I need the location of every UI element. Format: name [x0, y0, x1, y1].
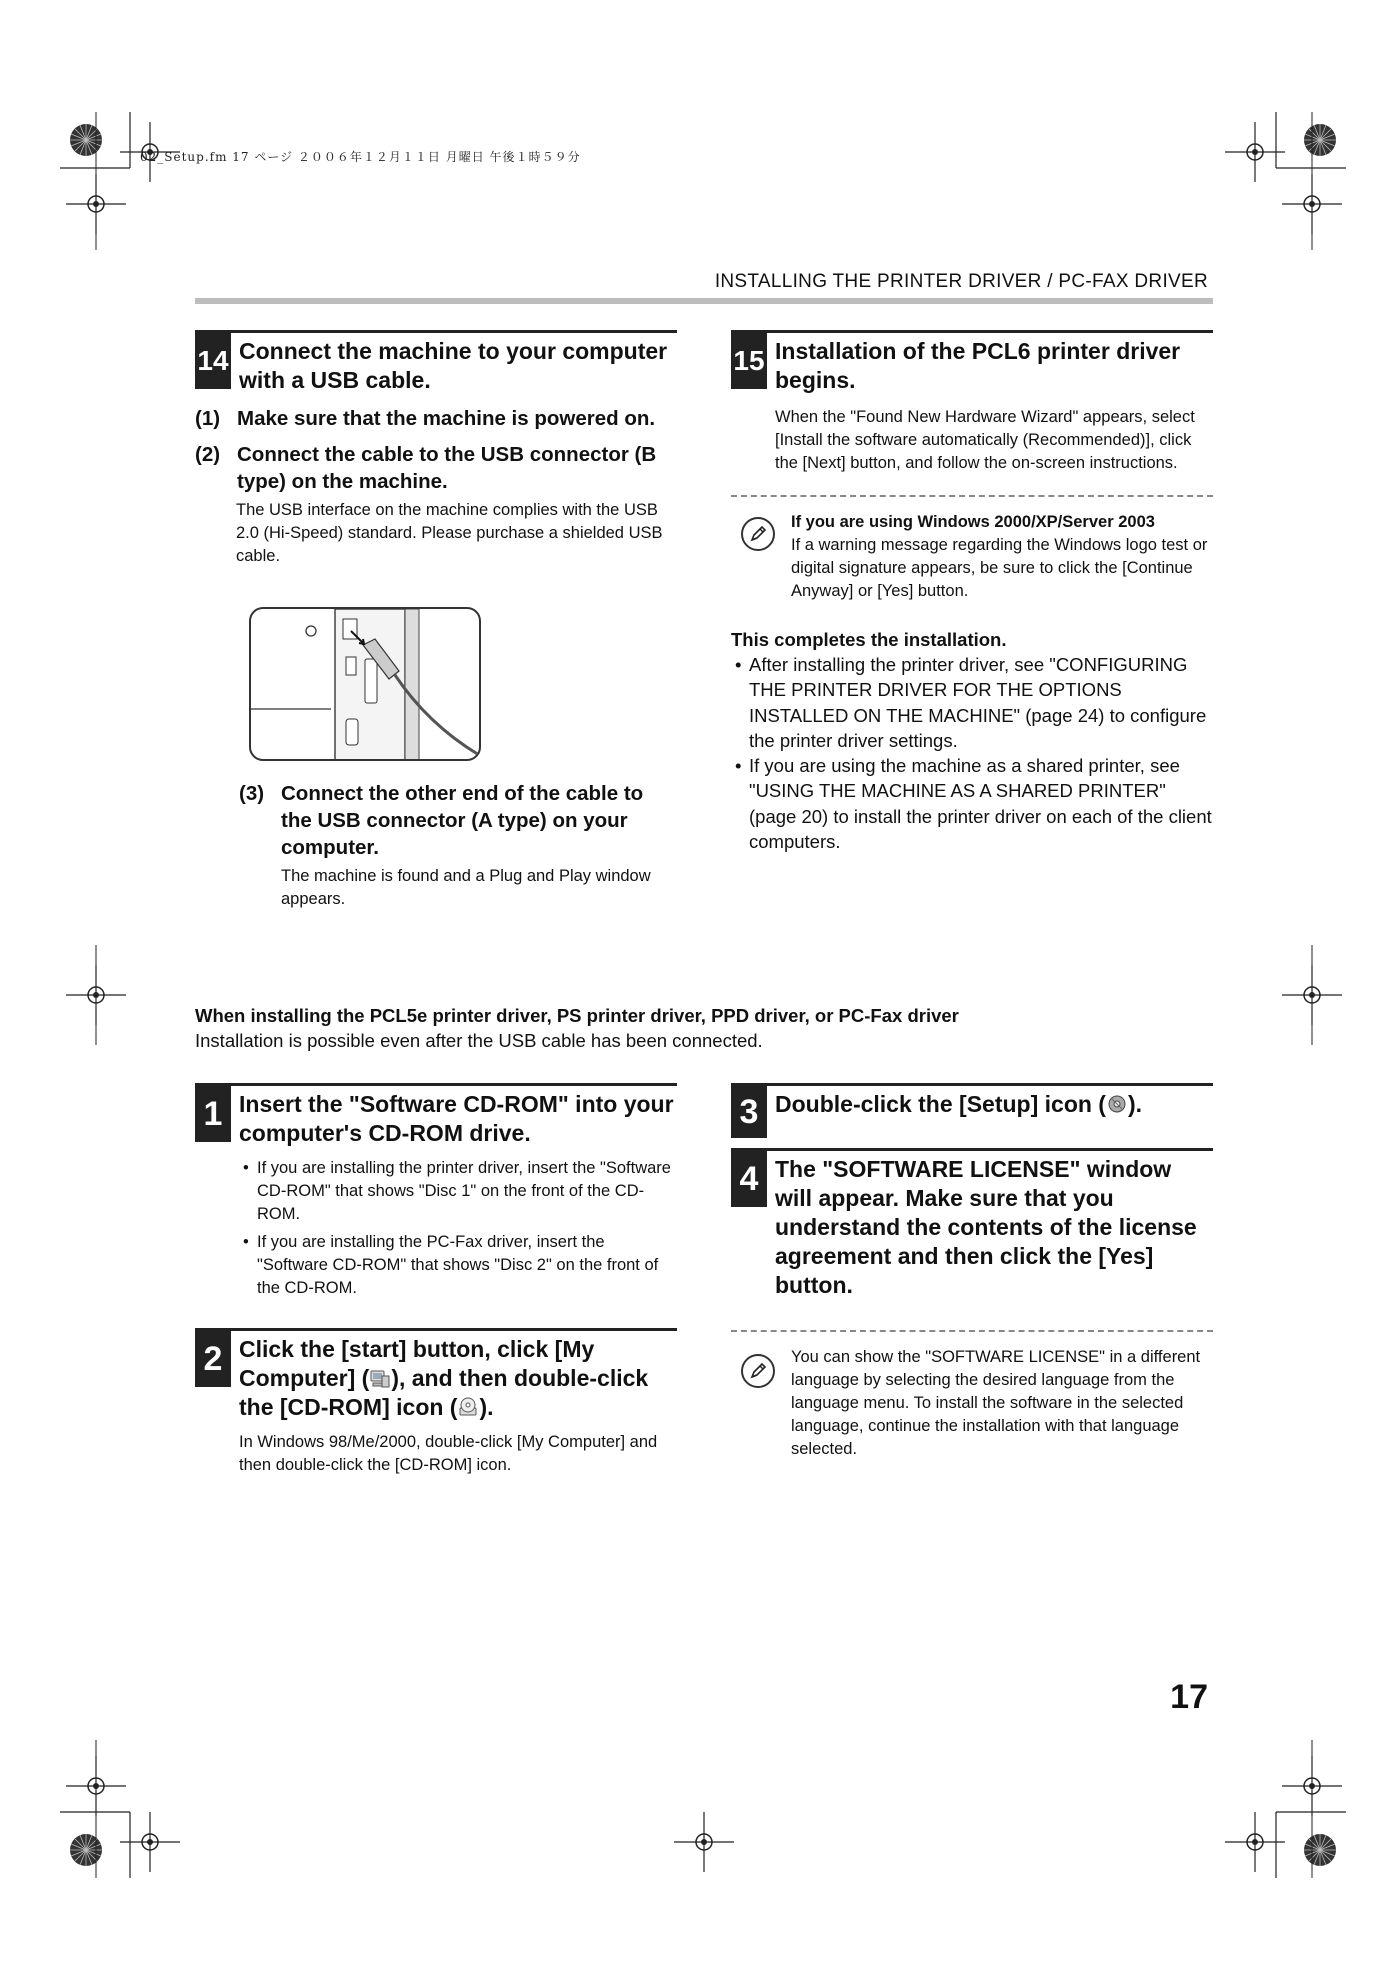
- step-number: 15: [731, 333, 767, 389]
- step-title: The "SOFTWARE LICENSE" window will appear. Make sure that you understand the contents of the license agreement and then click the [Yes] button.: [775, 1156, 1197, 1298]
- substep-number: (1): [195, 407, 221, 430]
- usb-cable-image: [251, 609, 481, 761]
- substep-text: Connect the cable to the USB connector (B type) on the machine.: [237, 443, 657, 493]
- step-1-list: [195, 1157, 677, 1300]
- step-number: 4: [731, 1151, 767, 1207]
- list-item: • After installing the printer driver, see "CONFIGURING THE PRINTER DRIVER FOR THE OPTIONS INSTALLED ON THE MACHINE" (page 24) to configure the printer driver settings.: [735, 654, 1207, 751]
- print-info: 02_Setup.fm 17 ページ ２００６年１２月１１日 月曜日 午後１時５９分: [140, 150, 581, 164]
- note: [731, 511, 1213, 603]
- my-computer-icon: [369, 1367, 391, 1389]
- step-2: [195, 1328, 677, 1477]
- cd-rom-icon: [457, 1396, 479, 1418]
- step-14: [195, 330, 677, 568]
- step-number: 2: [195, 1331, 231, 1387]
- pencil-note-icon: [741, 1354, 775, 1388]
- step-title: Click the [start] button, click [My Computer] ( ), and then double-click the [CD-ROM] icon ( ).: [239, 1336, 649, 1420]
- step-14-continued: [195, 780, 677, 911]
- substep-number: (2): [195, 443, 221, 466]
- pencil-note-icon: [741, 517, 775, 551]
- step-2-header: [195, 1328, 677, 1422]
- step-15: [731, 330, 1213, 854]
- page-number: 17: [1170, 1678, 1208, 1716]
- step-number: 1: [195, 1086, 231, 1142]
- note-title: If you are using Windows 2000/XP/Server 2003: [791, 513, 1155, 531]
- note-divider: [731, 1330, 1213, 1332]
- header-rule: [195, 298, 1213, 304]
- step-4: [731, 1148, 1213, 1461]
- note-divider: [731, 495, 1213, 497]
- step-3-header: [731, 1083, 1213, 1138]
- substep-text: Make sure that the machine is powered on.: [237, 407, 656, 430]
- step-14-header: [195, 330, 677, 395]
- running-header: INSTALLING THE PRINTER DRIVER / PC-FAX DRIVER: [714, 271, 1208, 292]
- step-1: [195, 1083, 677, 1300]
- substep-2-body: The USB interface on the machine complies with the USB 2.0 (Hi-Speed) standard. Please purchase a shielded USB cable.: [236, 501, 663, 565]
- note: [731, 1346, 1213, 1461]
- section-heading: When installing the PCL5e printer driver, PS printer driver, PPD driver, or PC-Fax driver: [195, 1005, 959, 1026]
- substep-3-body: The machine is found and a Plug and Play window appears.: [281, 867, 651, 908]
- step-4-header: [731, 1148, 1213, 1300]
- step-15-body: When the "Found New Hardware Wizard" appears, select [Install the software automatically (Recommended)], click the [Next] button, and follow the on-screen instructions.: [775, 408, 1195, 472]
- step-title: Installation of the PCL6 printer driver begins.: [775, 338, 1181, 393]
- note-body: You can show the "SOFTWARE LICENSE" in a different language by selecting the desired language from the language menu. To install the software in the selected language, continue the installation with that language selected.: [791, 1348, 1201, 1458]
- completion-list: [731, 652, 1213, 854]
- step-1-header: [195, 1083, 677, 1148]
- substep-1: [195, 405, 677, 432]
- step-number: 3: [731, 1086, 767, 1138]
- usb-connection-illustration: [249, 607, 481, 761]
- substep-text: Connect the other end of the cable to the USB connector (A type) on your computer.: [281, 782, 644, 859]
- setup-icon: [1106, 1093, 1128, 1115]
- step-title: Insert the "Software CD-ROM" into your computer's CD-ROM drive.: [239, 1091, 674, 1146]
- step-2-body: In Windows 98/Me/2000, double-click [My Computer] and then double-click the [CD-ROM] icon.: [239, 1433, 658, 1474]
- note-body: If a warning message regarding the Windows logo test or digital signature appears, be sure to click the [Continue Anyway] or [Yes] button.: [791, 536, 1208, 600]
- section-subheading: Installation is possible even after the USB cable has been connected.: [195, 1030, 763, 1051]
- substep-3: [239, 780, 677, 861]
- list-item: • If you are installing the PC-Fax driver, insert the "Software CD-ROM" that shows "Disc 2" on the front of the CD-ROM.: [243, 1233, 659, 1297]
- substep-number: (3): [239, 782, 265, 805]
- list-item: • If you are installing the printer driver, insert the "Software CD-ROM" that shows "Disc 1" on the front of the CD-ROM.: [243, 1159, 671, 1223]
- step-3: [731, 1083, 1213, 1138]
- step-number: 14: [195, 333, 231, 389]
- step-15-header: [731, 330, 1213, 395]
- list-item: • If you are using the machine as a shared printer, see "USING THE MACHINE AS A SHARED PRINTER" (page 20) to install the printer driver on each of the client computers.: [735, 755, 1212, 853]
- step-title: Double-click the [Setup] icon ( ).: [775, 1091, 1143, 1117]
- completion-heading: This completes the installation.: [731, 629, 1007, 650]
- substep-2: [195, 441, 677, 495]
- step-title: Connect the machine to your computer with a USB cable.: [239, 338, 668, 393]
